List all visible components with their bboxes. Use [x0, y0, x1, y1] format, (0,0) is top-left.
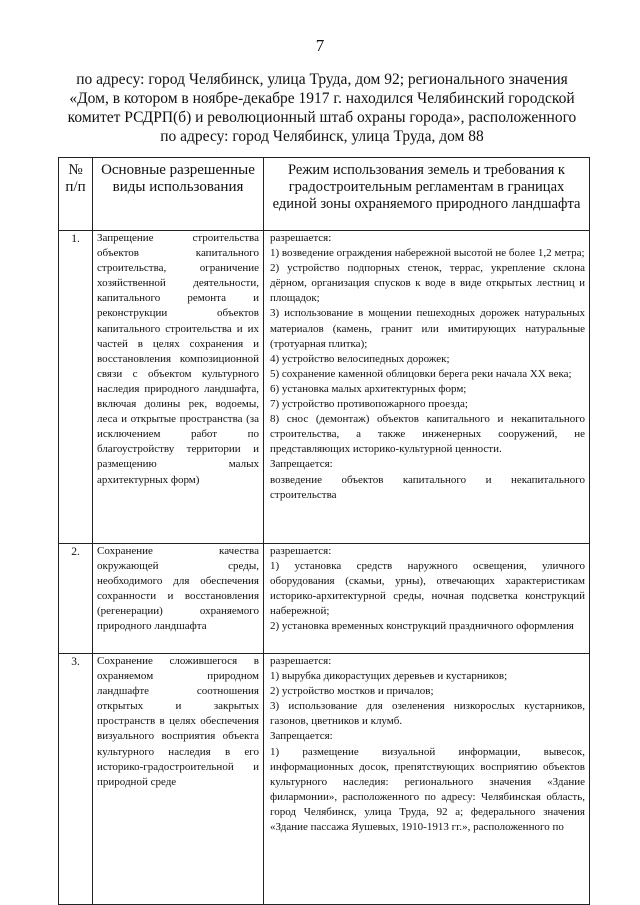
page-number: 7: [315, 36, 325, 55]
table-row: [59, 231, 590, 544]
regime-line: 5) сохранение каменной облицовки берега реки начала XX века;: [270, 367, 572, 380]
row-permitted-use: Запрещение строительства объектов капитального строительства, ограничение хозяйственной деятельности, капитального ремонта и реконструкции объектов капитального строительства и их частей в целях сохранения и восстановления композиционной связи с объектом культурного наследия природного ландшафта, включая долины рек, водоемы, леса и открытые пространства (за исключением работ по благоустройству территории и размещению малых архитектурных форм): [93, 231, 264, 544]
table-row: [59, 654, 590, 905]
regime-line: возведение объектов капитального и некапитального строительства: [270, 473, 585, 501]
regime-line: разрешается:: [270, 655, 332, 667]
regime-line: 1) вырубка дикорастущих деревьев и кустарников;: [270, 670, 508, 683]
regime-line: 4) устройство велосипедных дорожек;: [270, 352, 450, 365]
regime-line: разрешается:: [270, 545, 332, 557]
row-permitted-use: Сохранение качества окружающей среды, необходимого для обеспечения сохранности и восстановления (регенерации) охраняемого природного ландшафта: [93, 544, 264, 654]
intro-paragraph: по адресу: город Челябинск, улица Труда, дом 92; регионального значения «Дом, в котором в ноябре-декабре 1917 г. находился Челябинский городской комитет РСДРП(б) и революционный штаб охраны города», расположенного по адресу: город Челябинск, улица Труда, дом 88: [67, 71, 577, 145]
row-permitted-use: Сохранение сложившегося в охраняемом природном ландшафте соотношения открытых и закрытых пространств в целях обеспечения визуального восприятия объекта культурного наследия в его историко-градостроительной и природной среде: [93, 654, 264, 905]
header-number: № п/п: [59, 158, 93, 231]
regime-line: разрешается:: [270, 232, 332, 244]
regime-line: 1) установка средств наружного освещения, уличного оборудования (скамьи, урны), отвечающих характеристикам историко-архитектурной среды, ночная подсветка конструкций набережной;: [270, 560, 585, 618]
row-number: 1.: [59, 231, 93, 544]
regime-line: 1) размещение визуальной информации, вывесок, информационных досок, препятствующих восприятию объектов культурного наследия: регионального значения «Здание филармонии», расположенного по адресу: Челябинская область, город Челябинск, улица Труда, 92 а; федерального значения «Здание пассажа Яушевых, 1910-1913 гг.», расположенного по: [270, 745, 585, 834]
regime-line: Запрещается:: [270, 730, 333, 743]
table-row: [59, 544, 590, 654]
regime-line: 6) установка малых архитектурных форм;: [270, 382, 467, 395]
header-permitted-uses: Основные разрешенные виды использования: [93, 158, 264, 231]
regime-line: 3) использование для озеленения низкорослых кустарников, газонов, цветников и клумб.: [270, 700, 585, 728]
regime-table: [58, 157, 590, 905]
regime-line: 1) возведение ограждения набережной высотой не более 1,2 метра;: [270, 247, 585, 260]
regime-line: 2) установка временных конструкций праздничного оформления: [270, 620, 574, 633]
row-regime: [264, 544, 590, 654]
regime-line: 7) устройство противопожарного проезда;: [270, 398, 468, 411]
regime-line: 2) устройство мостков и причалов;: [270, 685, 434, 698]
regime-line: 8) снос (демонтаж) объектов капитального и некапитального строительства, а также инженерных сооружений, не представляющих историко-культурной ценности.: [270, 413, 585, 456]
table-header-row: [59, 158, 590, 231]
regime-line: 2) устройство подпорных стенок, террас, укрепление склона дёрном, организация спусков к воде в виде открытых лестниц и площадок;: [270, 262, 585, 305]
header-land-use-regime: Режим использования земель и требования к градостроительным регламентам в границах единой зоны охраняемого природного ландшафта: [264, 158, 590, 231]
row-number: 2.: [59, 544, 93, 654]
row-number: 3.: [59, 654, 93, 905]
row-regime: [264, 654, 590, 905]
row-regime: [264, 231, 590, 544]
regime-line: 3) использование в мощении пешеходных дорожек натуральных материалов (камень, гранит или имитирующих натуральные (тротуарная плитка);: [270, 307, 585, 350]
regime-line: Запрещается:: [270, 458, 333, 471]
